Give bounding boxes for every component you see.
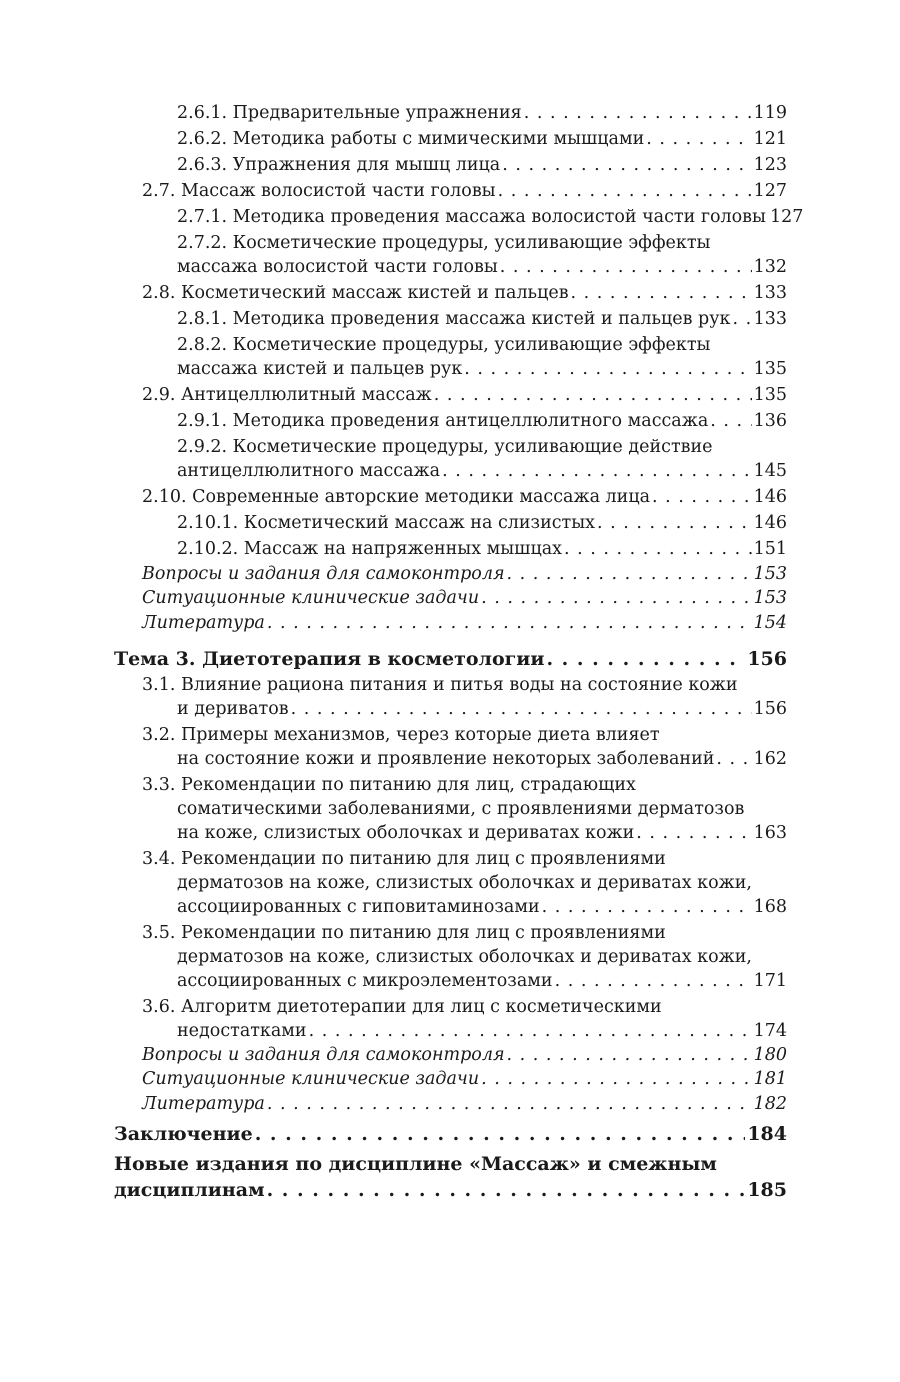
toc-entry-title-line: 2.7.2. Косметические процедуры, усиливающие эффекты	[177, 233, 711, 253]
leader-dots	[597, 513, 752, 533]
leader-dots	[636, 823, 751, 843]
leader-dots	[716, 749, 751, 769]
leader-dots	[732, 309, 751, 329]
toc-entry-title-line: 3.3. Рекомендации по питанию для лиц, страдающих	[142, 775, 636, 795]
toc-entry-title: Заключение	[114, 1123, 253, 1145]
toc-page-number: 156	[747, 648, 787, 670]
toc-entry-title: Вопросы и задания для самоконтроля	[142, 564, 505, 584]
toc-entry-title: 2.9. Антицеллюлитный массаж	[142, 385, 432, 405]
leader-dots	[546, 648, 745, 670]
leader-dots	[481, 1069, 752, 1089]
toc-entry-title: Ситуационные клинические задачи	[142, 1069, 480, 1089]
leader-dots	[464, 359, 751, 379]
toc-page-number: 151	[753, 539, 787, 559]
toc-page-number: 133	[753, 283, 787, 303]
toc-entry-title-line: 2.9.2. Косметические процедуры, усиливающие действие	[177, 437, 713, 457]
toc-page-number: 153	[753, 588, 787, 608]
toc-entry-title: 2.9.1. Методика проведения антицеллюлитного массажа	[177, 411, 709, 431]
toc-page-number: 180	[753, 1045, 787, 1065]
toc-entry-title: 2.7. Массаж волосистой части головы	[142, 181, 496, 201]
leader-dots	[652, 487, 752, 507]
toc-page-number: 121	[753, 129, 787, 149]
toc-entry-title: Литература	[142, 613, 265, 633]
toc-page-number: 123	[753, 155, 787, 175]
toc-entry-title-line: дерматозов на коже, слизистых оболочках и дериватах кожи,	[177, 947, 752, 967]
toc-page-number: 171	[753, 971, 787, 991]
toc-page-number: 185	[747, 1179, 787, 1201]
toc-page-number: 181	[753, 1069, 787, 1089]
leader-dots	[500, 257, 752, 277]
toc-page-number: 135	[753, 359, 787, 379]
toc-page-number: 127	[753, 181, 787, 201]
toc-page-number: 162	[753, 749, 787, 769]
toc-page-number: 136	[753, 411, 787, 431]
toc-page-number: 174	[753, 1021, 787, 1041]
toc-entry-title: на коже, слизистых оболочках и дериватах кожи	[177, 823, 635, 843]
toc-page-number: 184	[747, 1123, 787, 1145]
toc-entry-title: дисциплинам	[114, 1179, 265, 1201]
toc-page-number: 119	[753, 103, 787, 123]
toc-entry-title: ассоциированных с гиповитаминозами	[177, 897, 540, 917]
leader-dots	[498, 181, 752, 201]
toc-entry-title: 2.10. Современные авторские методики массажа лица	[142, 487, 651, 507]
toc-entry-title: массажа волосистой части головы	[177, 257, 498, 277]
toc-page-number: 132	[753, 257, 787, 277]
leader-dots	[507, 1045, 752, 1065]
toc-entry-title-line: 3.5. Рекомендации по питанию для лиц с проявлениями	[142, 923, 666, 943]
leader-dots	[646, 129, 751, 149]
toc-entry-title: Литература	[142, 1094, 265, 1114]
toc-entry-title: на состояние кожи и проявление некоторых заболеваний	[177, 749, 715, 769]
leader-dots	[710, 411, 751, 431]
toc-entry-title: 2.7.1. Методика проведения массажа волосистой части головы	[177, 207, 766, 227]
toc-page-number: 133	[753, 309, 787, 329]
toc-page-number: 146	[753, 487, 787, 507]
leader-dots	[434, 385, 752, 405]
toc-page-number: 146	[753, 513, 787, 533]
toc-entry-title: Тема 3. Диетотерапия в косметологии	[114, 648, 545, 670]
toc-page-number: 182	[753, 1094, 787, 1114]
toc-entry-title: 2.10.1. Косметический массаж на слизистых	[177, 513, 596, 533]
toc-page-number: 145	[753, 461, 787, 481]
toc-entry-title: Ситуационные клинические задачи	[142, 588, 480, 608]
toc-entry-title: 2.6.3. Упражнения для мышц лица	[177, 155, 501, 175]
toc-entry-title-line: Новые издания по дисциплине «Массаж» и смежным	[114, 1153, 717, 1175]
leader-dots	[442, 461, 752, 481]
toc-entry-title-line: 3.4. Рекомендации по питанию для лиц с проявлениями	[142, 849, 666, 869]
toc-entry-title-line: соматическими заболеваниями, с проявлениями дерматозов	[177, 799, 745, 819]
toc-entry-title-line: дерматозов на коже, слизистых оболочках и дериватах кожи,	[177, 873, 752, 893]
leader-dots	[542, 897, 752, 917]
toc-entry-title-line: 3.1. Влияние рациона питания и питья воды на состояние кожи	[142, 675, 738, 695]
toc-entry-title: массажа кистей и пальцев рук	[177, 359, 463, 379]
leader-dots	[291, 699, 752, 719]
leader-dots	[267, 1094, 752, 1114]
toc-page-number: 153	[753, 564, 787, 584]
toc-page-number: 127	[769, 207, 804, 227]
toc-page-number: 135	[753, 385, 787, 405]
leader-dots	[507, 564, 752, 584]
toc-entry-title: 2.6.1. Предварительные упражнения	[177, 103, 522, 123]
leader-dots	[267, 613, 752, 633]
toc-page-number: 156	[753, 699, 787, 719]
toc-entry-title: 2.6.2. Методика работы с мимическими мышцами	[177, 129, 645, 149]
leader-dots	[555, 971, 752, 991]
toc-entry-title: и дериватов	[177, 699, 289, 719]
leader-dots	[564, 539, 752, 559]
toc-page-number: 168	[753, 897, 787, 917]
toc-entry-title: 2.8.1. Методика проведения массажа кистей и пальцев рук	[177, 309, 731, 329]
toc-entry-title: антицеллюлитного массажа	[177, 461, 441, 481]
toc-entry-title-line: 3.6. Алгоритм диетотерапии для лиц с косметическими	[142, 997, 662, 1017]
leader-dots	[309, 1021, 752, 1041]
leader-dots	[255, 1123, 746, 1145]
leader-dots	[502, 155, 751, 175]
toc-entry-title: недостатками	[177, 1021, 307, 1041]
toc-entry-title: 2.8. Косметический массаж кистей и пальцев	[142, 283, 569, 303]
leader-dots	[481, 588, 752, 608]
toc-page-number: 163	[753, 823, 787, 843]
leader-dots	[571, 283, 752, 303]
toc-page-number: 154	[753, 613, 787, 633]
toc-entry-title-line: 2.8.2. Косметические процедуры, усиливающие эффекты	[177, 335, 711, 355]
toc-entry-title: ассоциированных с микроэлементозами	[177, 971, 553, 991]
toc-entry-title: 2.10.2. Массаж на напряженных мышцах	[177, 539, 563, 559]
leader-dots	[524, 103, 752, 123]
toc-entry-title-line: 3.2. Примеры механизмов, через которые диета влияет	[142, 725, 660, 745]
toc-entry-title: Вопросы и задания для самоконтроля	[142, 1045, 505, 1065]
leader-dots	[267, 1179, 746, 1201]
